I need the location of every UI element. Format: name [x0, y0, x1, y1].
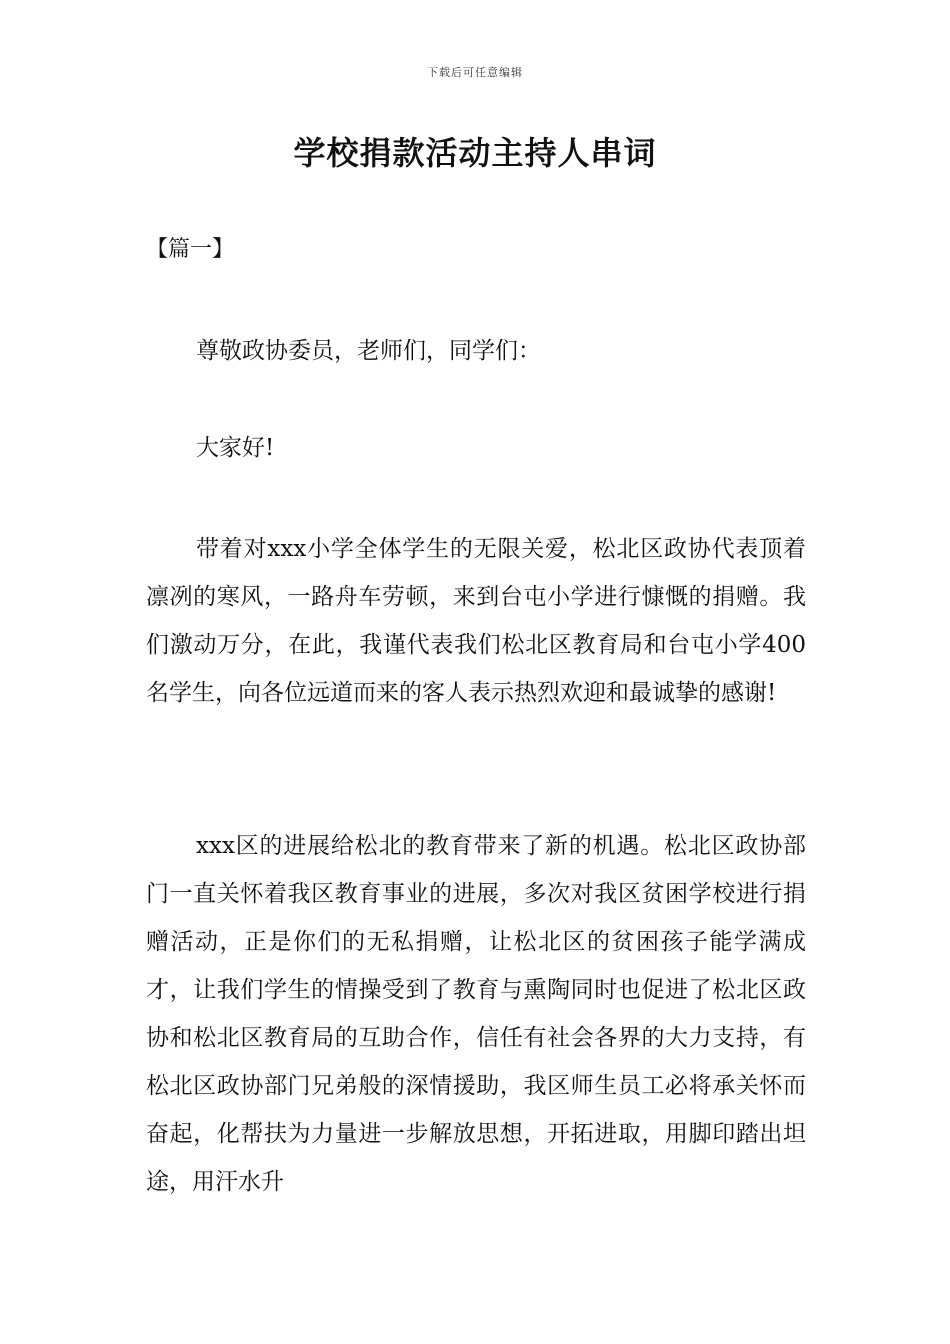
body-paragraph-1: 带着对xxx小学全体学生的无限关爱，松北区政协代表顶着凛冽的寒风，一路舟车劳顿，来到台屯小学进行慷慨的捐赠。我们激动万分，在此，我谨代表我们松北区教育局和台屯小学400名学生，向各位远道而来的客人表示热烈欢迎和最诚挚的感谢!: [146, 536, 806, 706]
greeting-paragraph: 大家好!: [196, 435, 275, 461]
salutation-paragraph: 尊敬政协委员，老师们，同学们：: [196, 338, 541, 364]
document-title: 学校捐款活动主持人串词: [293, 134, 657, 172]
header-note: 下载后可任意编辑: [427, 66, 523, 79]
section-label: 【篇一】: [146, 237, 235, 262]
body-paragraph-2: xxx区的进展给松北的教育带来了新的机遇。松北区政协部门一直关怀着我区教育事业的进展，多次对我区贫困学校进行捐赠活动，正是你们的无私捐赠，让松北区的贫困孩子能学满成才，让我们学生的情操受到了教育与熏陶同时也促进了松北区政协和松北区教育局的互助合作，信任有社会各界的大力支持，有松北区政协部门兄弟般的深情援助，我区师生员工必将承关怀而奋起，化帮扶为力量进一步解放思想，开拓进取，用脚印踏出坦途，用汗水升: [146, 833, 806, 1195]
